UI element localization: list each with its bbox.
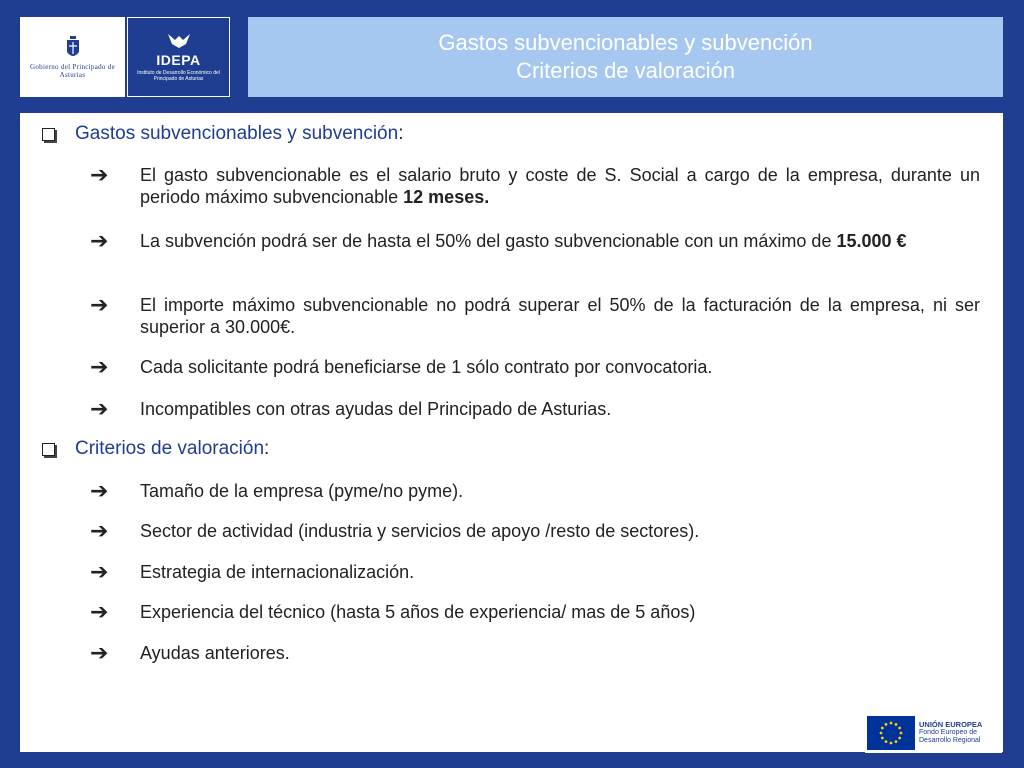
- eu-feder-logo: [865, 713, 1002, 753]
- eu-star: [881, 727, 884, 730]
- eu-star: [885, 740, 888, 743]
- idepa-name: IDEPA: [156, 52, 201, 68]
- list-item: ➔ Estrategia de internacionalización.: [90, 559, 415, 584]
- section-heading-gastos: [40, 123, 403, 145]
- list-item: ➔ El gasto subvencionable es el salario bruto y coste de S. Social a cargo de la empresa, durante un periodo máximo subvencionable 12 meses.: [90, 162, 980, 207]
- arrow-right-icon: ➔: [90, 640, 109, 665]
- arrow-right-icon: ➔: [90, 228, 109, 253]
- idepa-mark-icon: [166, 32, 192, 50]
- title-line-1: Gastos subvencionables y subvención: [438, 30, 813, 55]
- eu-line-1: Fondo Europeo de: [919, 729, 977, 736]
- list-item: ➔ La subvención podrá ser de hasta el 50% del gasto subvencionable con un máximo de 15.000 €: [90, 228, 907, 253]
- eu-star: [881, 737, 884, 740]
- idepa-logo: [127, 17, 230, 97]
- arrow-right-icon: ➔: [90, 599, 109, 624]
- gobierno-asturias-logo: [20, 17, 125, 97]
- arrow-right-icon: ➔: [90, 162, 109, 187]
- arrow-right-icon: ➔: [90, 292, 109, 317]
- list-item: ➔ El importe máximo subvencionable no podrá superar el 50% de la facturación de la empresa, ni ser superior a 30.000€.: [90, 292, 980, 337]
- gov-logo-text: Gobierno del Principado de Asturias: [30, 62, 115, 79]
- arrow-right-icon: ➔: [90, 559, 109, 584]
- arrow-right-icon: ➔: [90, 396, 109, 421]
- eu-star: [900, 732, 903, 735]
- list-item: ➔ Experiencia del técnico (hasta 5 años de experiencia/ mas de 5 años): [90, 599, 696, 624]
- eu-star: [890, 722, 893, 725]
- checkbox-bullet-icon: [42, 128, 55, 141]
- eu-star: [890, 742, 893, 745]
- eu-star: [895, 740, 898, 743]
- eu-star: [898, 737, 901, 740]
- content-area: [20, 113, 1003, 752]
- idepa-subtitle: Instituto de Desarrollo Económico del Principado de Asturias: [137, 70, 220, 82]
- eu-flag-icon: [867, 716, 915, 750]
- checkbox-bullet-icon: [42, 443, 55, 456]
- eu-line-2: Desarrollo Regional: [919, 737, 981, 744]
- eu-star: [895, 723, 898, 726]
- arrow-right-icon: ➔: [90, 518, 109, 543]
- slide-title: [248, 17, 1003, 97]
- section-heading-text: Criterios de valoración:: [75, 438, 270, 459]
- list-item: ➔ Cada solicitante podrá beneficiarse de 1 sólo contrato por convocatoria.: [90, 354, 713, 379]
- section-heading-criterios: [40, 438, 269, 460]
- arrow-right-icon: ➔: [90, 354, 109, 379]
- crest-icon: [66, 36, 80, 60]
- eu-star: [898, 727, 901, 730]
- eu-title: UNIÓN EUROPEA: [919, 720, 983, 729]
- list-item: ➔ Tamaño de la empresa (pyme/no pyme).: [90, 478, 464, 503]
- list-item: ➔ Sector de actividad (industria y servicios de apoyo /resto de sectores).: [90, 518, 700, 543]
- section-heading-text: Gastos subvencionables y subvención:: [75, 123, 404, 144]
- arrow-right-icon: ➔: [90, 478, 109, 503]
- list-item: ➔ Incompatibles con otras ayudas del Principado de Asturias.: [90, 396, 612, 421]
- eu-star: [880, 732, 883, 735]
- list-item: ➔ Ayudas anteriores.: [90, 640, 290, 665]
- eu-star: [885, 723, 888, 726]
- title-line-2: Criterios de valoración: [516, 58, 735, 83]
